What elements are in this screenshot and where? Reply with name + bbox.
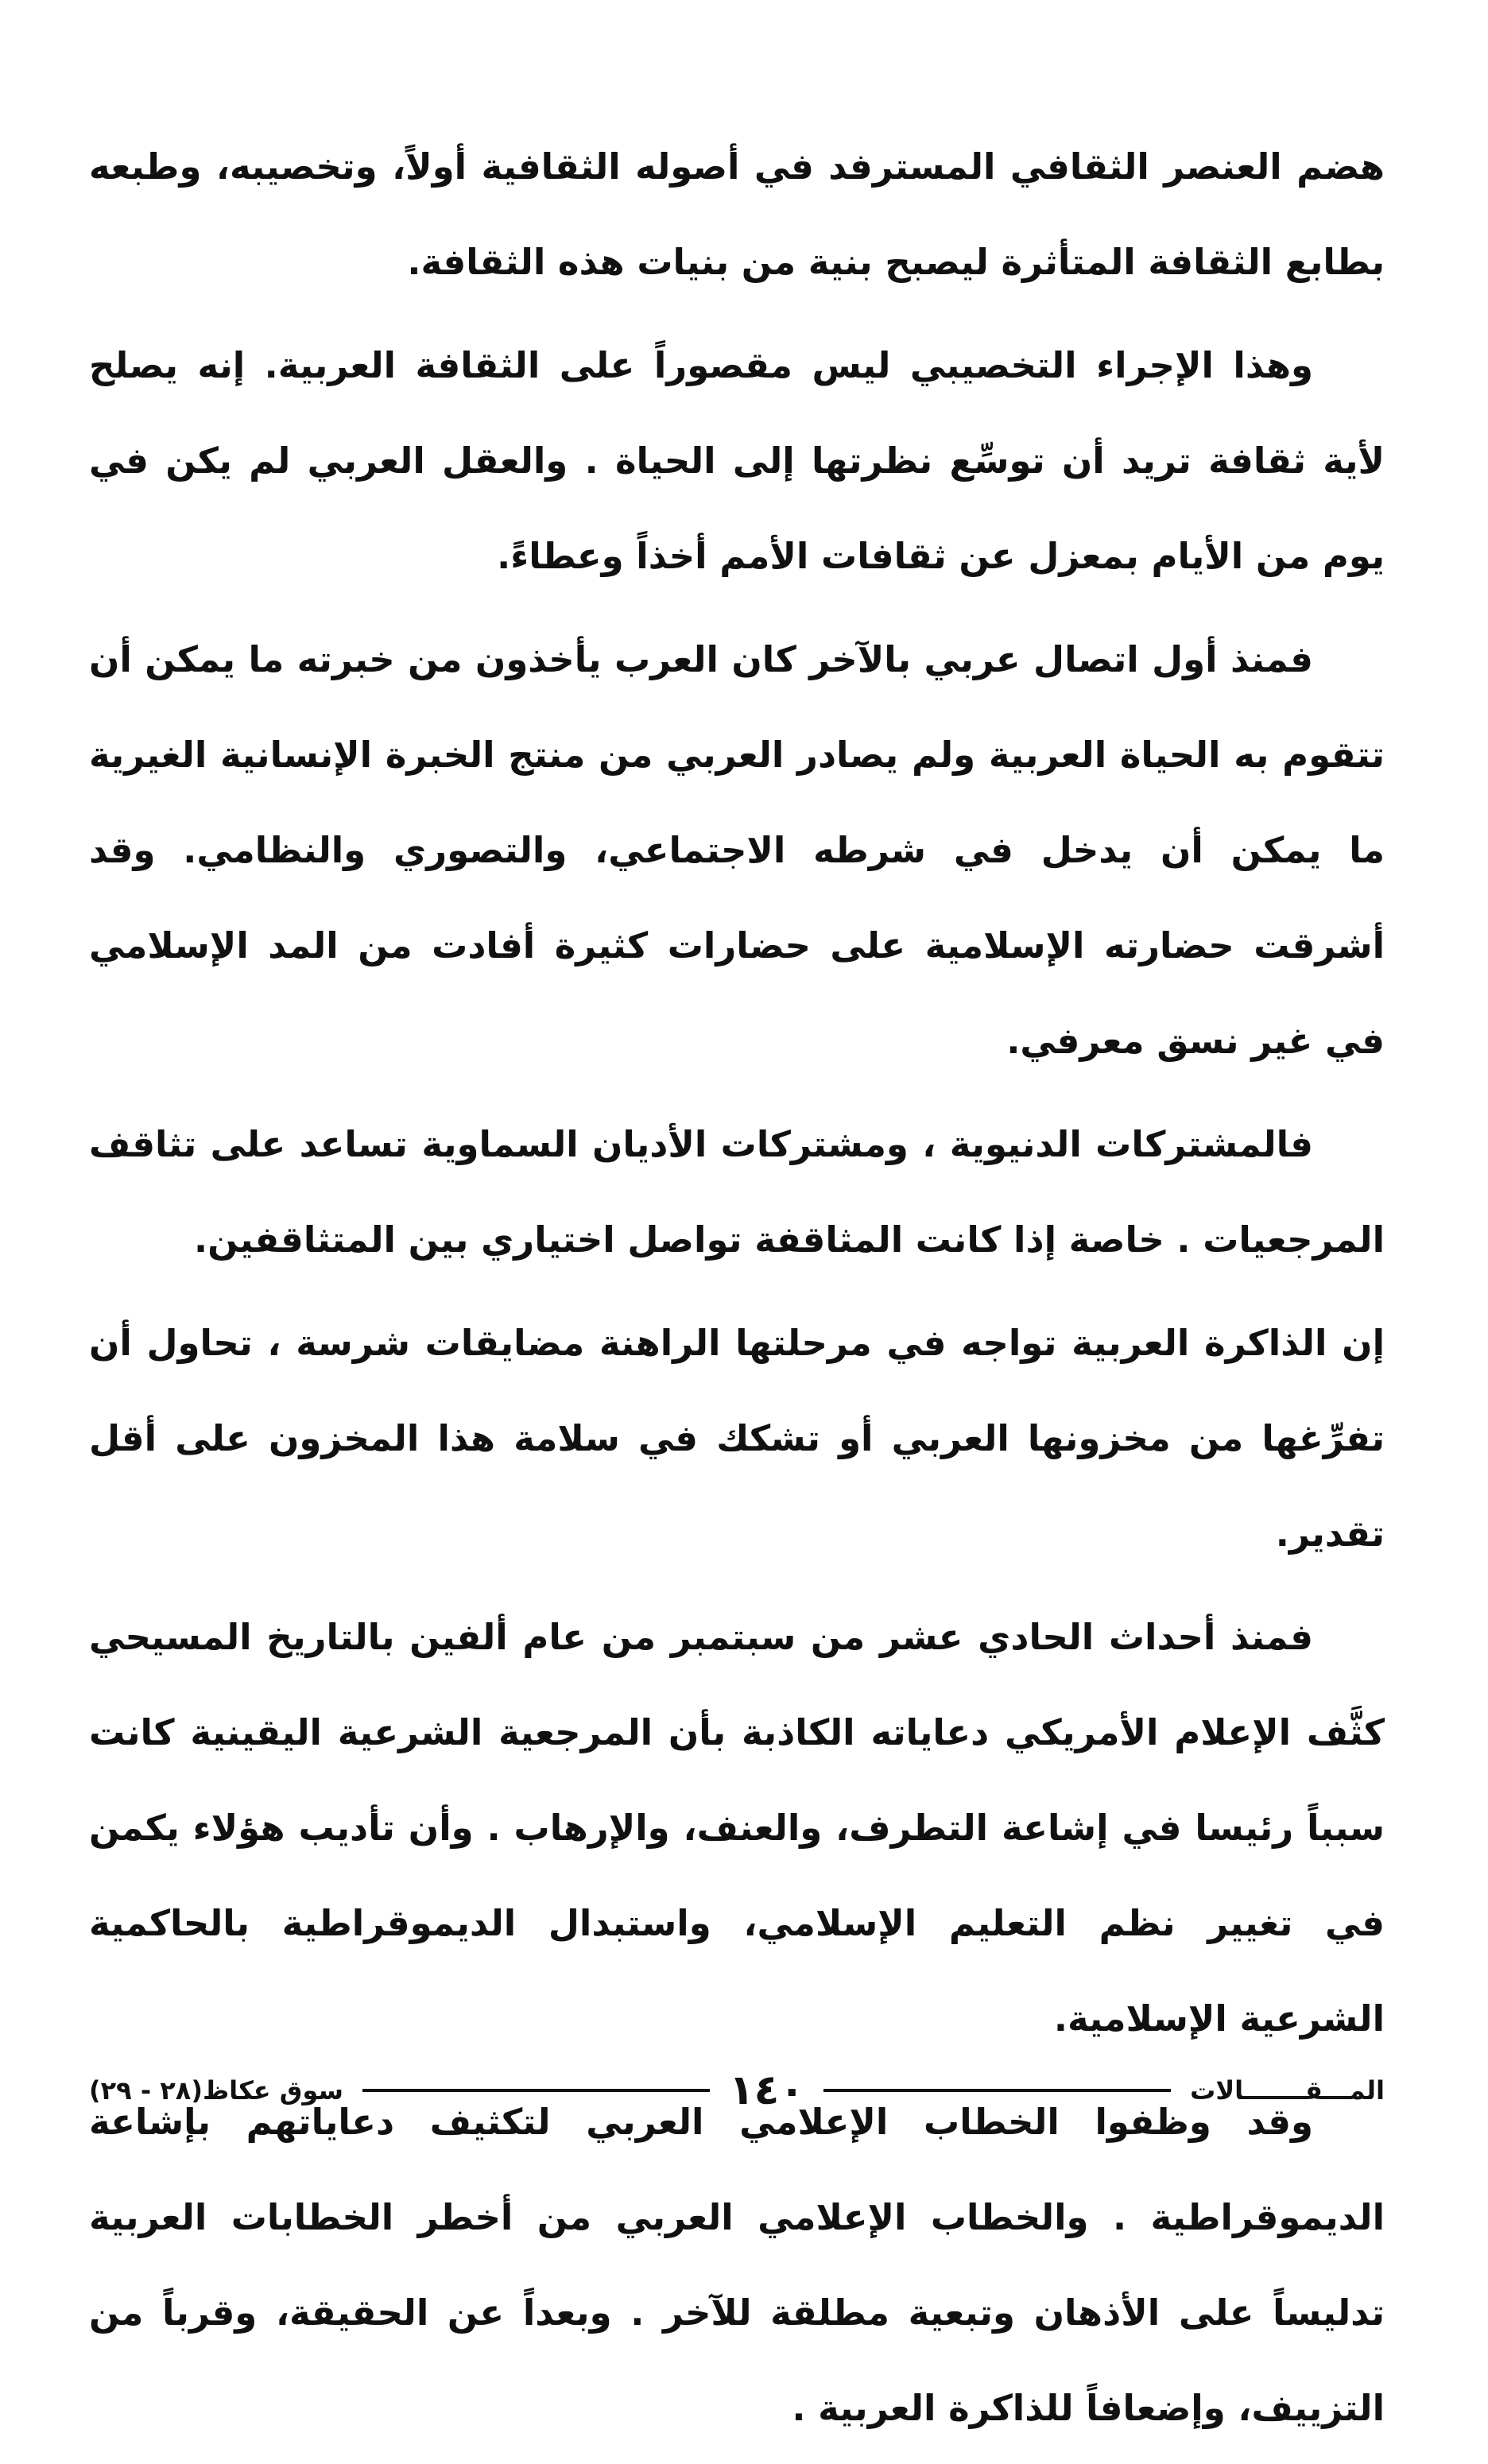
footer-section-label: المـــقـــــــالات <box>1190 2075 1385 2106</box>
paragraph-2: وهذا الإجراء التخصيبي ليس مقصوراً على الثقافة العربية. إنه يصلح لأية ثقافة تريد أن توسِّع نظرتها إلى الحياة . والعقل العربي لم يكن في يوم من الأيام بمعزل عن ثقافات الأمم أخذاً وعطاءً. <box>89 344 1385 577</box>
paragraph-3: فمنذ أول اتصال عربي بالآخر كان العرب يأخذون من خبرته ما يمكن أن تتقوم به الحياة العربية ولم يصادر العربي من منتج الخبرة الإنسانية الغيرية ما يمكن أن يدخل في شرطه الاجتماعي، والتصوري والنظامي. وقد أشرقت حضارته الإسلامية على حضارات كثيرة أفادت من المد الإسلامي في غير نسق معرفي. <box>89 638 1385 1062</box>
footer-issue-label: سوق عكاظ(٢٨ - ٢٩) <box>89 2075 343 2106</box>
footer-rule-left <box>362 2089 710 2092</box>
page-number: ١٤٠ <box>728 2067 805 2114</box>
footer-rule-right <box>823 2089 1171 2092</box>
paragraph-4: فالمشتركات الدنيوية ، ومشتركات الأديان السماوية تساعد على تثاقف المرجعيات . خاصة إذا كانت المثاقفة تواصل اختياري بين المتثاقفين. <box>89 1123 1385 1261</box>
paragraph-6: فمنذ أحداث الحادي عشر من سبتمبر من عام ألفين بالتاريخ المسيحي كثَّف الإعلام الأمريكي دعاياته الكاذبة بأن المرجعية الشرعية اليقينية كانت سبباً رئيسا في إشاعة التطرف، والعنف، والإرهاب . وأن تأديب هؤلاء يكمن في تغيير نظم التعليم الإسلامي، واستبدال الديموقراطية بالحاكمية الشرعية الإسلامية. <box>89 1616 1385 2040</box>
paragraph-7: وقد وظفوا الخطاب الإعلامي العربي لتكثيف دعاياتهم بإشاعة الديموقراطية . والخطاب الإعلامي العربي من أخطر الخطابات العربية تدليساً على الأذهان وتبعية مطلقة للآخر . وبعداً عن الحقيقة، وقرباً من التزييف، وإضعافاً للذاكرة العربية . <box>89 2101 1385 2429</box>
paragraph-1: هضم العنصر الثقافي المسترفد في أصوله الثقافية أولاً، وتخصيبه، وطبعه بطابع الثقافة المتأثرة ليصبح بنية من بنيات هذه الثقافة. <box>89 145 1385 283</box>
paragraph-5: إن الذاكرة العربية تواجه في مرحلتها الراهنة مضايقات شرسة ، تحاول أن تفرِّغها من مخزونها العربي أو تشكك في سلامة هذا المخزون على أقل تقدير. <box>89 1322 1385 1555</box>
page-footer <box>89 2067 1385 2114</box>
